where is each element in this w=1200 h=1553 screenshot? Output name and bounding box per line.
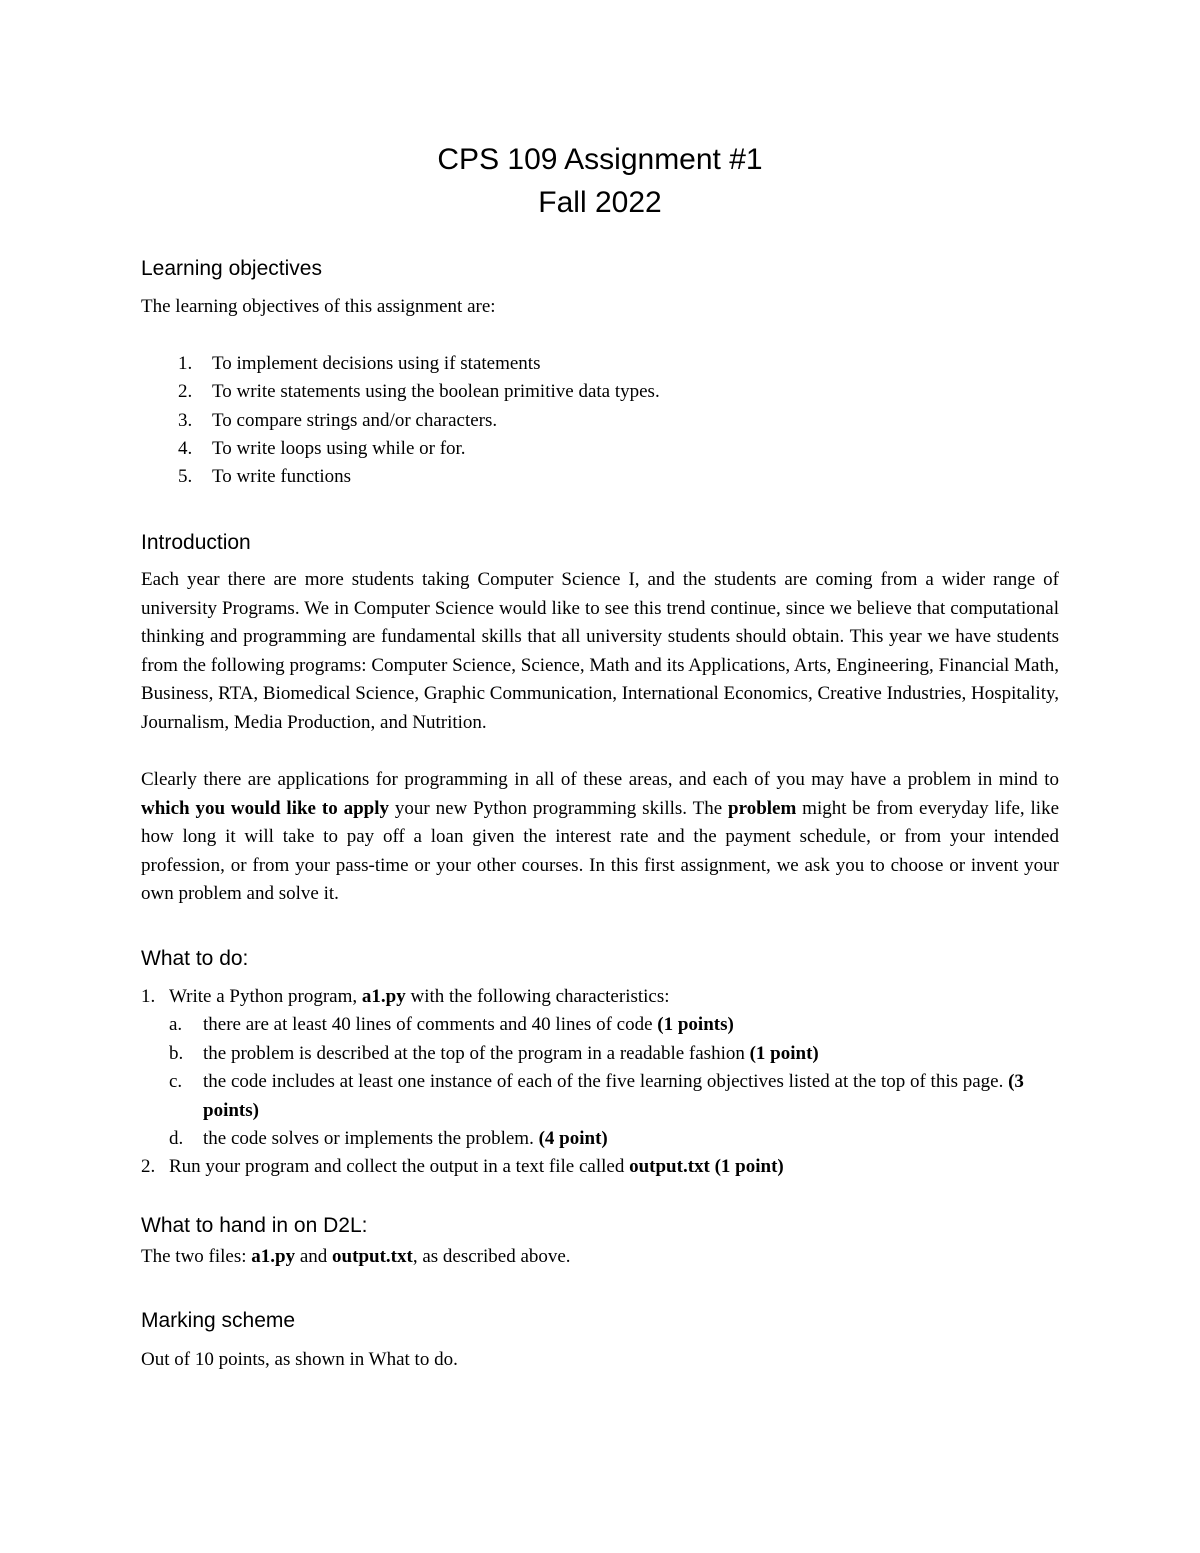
learning-objectives-heading: Learning objectives [141,257,322,280]
points-label: (1 points) [657,1014,734,1035]
objective-text: To write statements using the boolean primitive data types. [212,381,660,402]
hand-in-text-part: , as described above. [412,1246,571,1267]
subtask-letter: a. [169,1014,183,1035]
objective-text: To write functions [212,466,352,487]
objective-number: 5. [178,466,193,487]
hand-in-text-part: and [295,1246,333,1267]
points-label: (3 points) [203,1071,1024,1121]
subtask-text-part: the code solves or implements the problem. [203,1128,539,1149]
objective-item [0,407,1200,437]
task-text-part: with the following characteristics: [405,986,670,1007]
learning-objectives-intro: The learning objectives of this assignment are: [141,296,496,317]
subtask-letter: b. [169,1043,184,1064]
emphasis-text: which you would like to apply [141,797,389,819]
document-subtitle: Fall 2022 [538,186,662,219]
introduction-paragraph: Each year there are more students taking Computer Science I, and the students are coming from a wider range of university Programs. We in Computer Science would like to see this trend continue, since we believe that computational thinking and programming are fundamental skills that all university students should obtain. This year we have students from the following programs: Computer Science, Science, Math and its Applications, Arts, Engineering, Financial Math, Business, RTA, Biomedical Science, Graphic Communication, International Economics, Creative Industries, Hospitality, Journalism, Media Production, and Nutrition. [141,569,1059,733]
points-label: (1 point) [749,1043,819,1064]
objective-number: 4. [178,438,193,459]
subtask-item [0,1040,1200,1070]
subtask-text-part: the problem is described at the top of the program in a readable fashion [203,1043,750,1064]
objective-number: 1. [178,353,193,374]
introduction-paragraph-2 [141,766,1059,909]
objective-text: To implement decisions using if statements [212,353,541,374]
subtask-text [203,1011,734,1040]
task-text [169,983,670,1012]
paragraph-text: your new Python programming skills. The [389,797,729,819]
document-title: CPS 109 Assignment #1 [437,143,763,176]
objective-number: 2. [178,381,193,402]
objective-text: To write loops using while or for. [212,438,466,459]
paragraph-text: might be from everyday life, like how long it will take to pay off a loan given the interest rate and the payment schedule, or from your intended profession, or from your pass-time or your other courses. In this first assignment, we ask you to choose or invent your own problem and solve it. [141,797,1059,904]
file-name: a1.py [361,986,406,1007]
hand-in-text [141,1243,1059,1272]
file-name: output.txt (1 point) [629,1156,784,1177]
hand-in-heading: What to hand in on D2L: [141,1214,368,1237]
paragraph-text: Clearly there are applications for programming in all of these areas, and each of you may have a problem in mind to [141,769,1059,790]
subtask-item [0,1125,1200,1155]
subtask-text [203,1068,1060,1125]
subtask-letter: d. [169,1128,184,1149]
subtask-item [0,1011,1200,1041]
task-text [169,1153,784,1182]
subtask-text-part: the code includes at least one instance of each of the five learning objectives listed at the top of this page. [203,1071,1009,1092]
marking-scheme-heading: Marking scheme [141,1309,296,1332]
task-number: 2. [141,1156,156,1177]
hand-in-text-part: The two files: [141,1246,252,1267]
subtask-text [203,1040,819,1069]
objective-item [0,463,1200,493]
task-text-part: Run your program and collect the output in a text file called [169,1156,630,1177]
subtask-text [203,1125,608,1154]
task-item [0,983,1200,1013]
marking-scheme-text: Out of 10 points, as shown in What to do. [141,1349,458,1370]
what-to-do-heading: What to do: [141,947,249,970]
subtask-text-part: there are at least 40 lines of comments and 40 lines of code [203,1014,658,1035]
emphasis-text: problem [728,797,797,819]
objective-item [0,378,1200,408]
objective-number: 3. [178,410,193,431]
objective-item [0,350,1200,380]
file-name: output.txt [332,1246,413,1267]
introduction-heading: Introduction [141,531,251,554]
task-text-part: Write a Python program, [169,986,362,1007]
points-label: (4 point) [538,1128,608,1149]
task-item [0,1153,1200,1183]
objective-text: To compare strings and/or characters. [212,410,498,431]
subtask-item [0,1068,1200,1128]
subtask-letter: c. [169,1071,183,1092]
file-name: a1.py [251,1246,296,1267]
objective-item [0,435,1200,465]
task-number: 1. [141,986,156,1007]
